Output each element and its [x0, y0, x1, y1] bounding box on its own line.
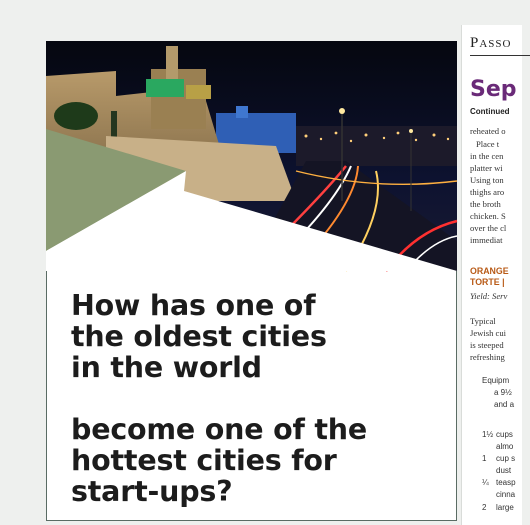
headline [71, 290, 441, 507]
body-line: over the cl [470, 223, 507, 233]
body-line: platter wi [470, 163, 503, 173]
headline-line: start-ups? [71, 475, 233, 508]
body-line: Using ton [470, 175, 504, 185]
headline-line: How has one of [71, 289, 316, 322]
facing-page [461, 25, 522, 525]
body-line: reheated o [470, 126, 506, 136]
ingredient-text: large [496, 503, 514, 512]
headline-line: in the world [71, 351, 262, 384]
equipment-line: and a [494, 400, 515, 409]
body-line: Jewish cui [470, 328, 507, 338]
ingredient-qty: 1½ [482, 430, 494, 439]
body-line: the broth [470, 199, 501, 209]
headline-line: become one of the [71, 413, 368, 446]
ingredient-qty: 1 [482, 454, 487, 463]
headline-line: the oldest cities [71, 320, 327, 353]
recipe-title-line: TORTE | [470, 277, 505, 287]
body-line: Typical [470, 316, 496, 326]
body-line: immediat [470, 235, 503, 245]
continued-label: Continued [470, 107, 510, 116]
recipe-title [470, 266, 509, 288]
body-line: Place t [476, 139, 500, 149]
ingredient-text: cinna [496, 490, 516, 499]
ingredient-qty: 2 [482, 503, 487, 512]
body-line: in the cen [470, 151, 504, 161]
recipe-title-line: ORANGE [470, 266, 509, 276]
equipment-line: a 9½ [494, 388, 512, 397]
ingredient-text: cup s [496, 454, 516, 463]
recipe-yield: Yield: Serv [470, 291, 508, 301]
equipment-line: Equipm [482, 376, 510, 385]
body-line: chicken. S [470, 211, 506, 221]
body-line: is steeped [470, 340, 504, 350]
body-line: thighs aro [470, 187, 505, 197]
headline-line: hottest cities for [71, 444, 337, 477]
ingredient-text: cups [496, 430, 513, 439]
section-title: Sep [470, 77, 517, 102]
running-head-rule [470, 55, 530, 56]
ingredient-qty: ¼ [482, 478, 489, 487]
ingredient-text: almo [496, 442, 514, 451]
ingredient-text: teasp [496, 478, 516, 487]
body-line: refreshing [470, 352, 505, 362]
running-head: Passo [470, 35, 512, 51]
magazine-page [46, 41, 457, 521]
jerusalem-night-photo [46, 41, 457, 271]
ingredient-text: dust [496, 466, 512, 475]
